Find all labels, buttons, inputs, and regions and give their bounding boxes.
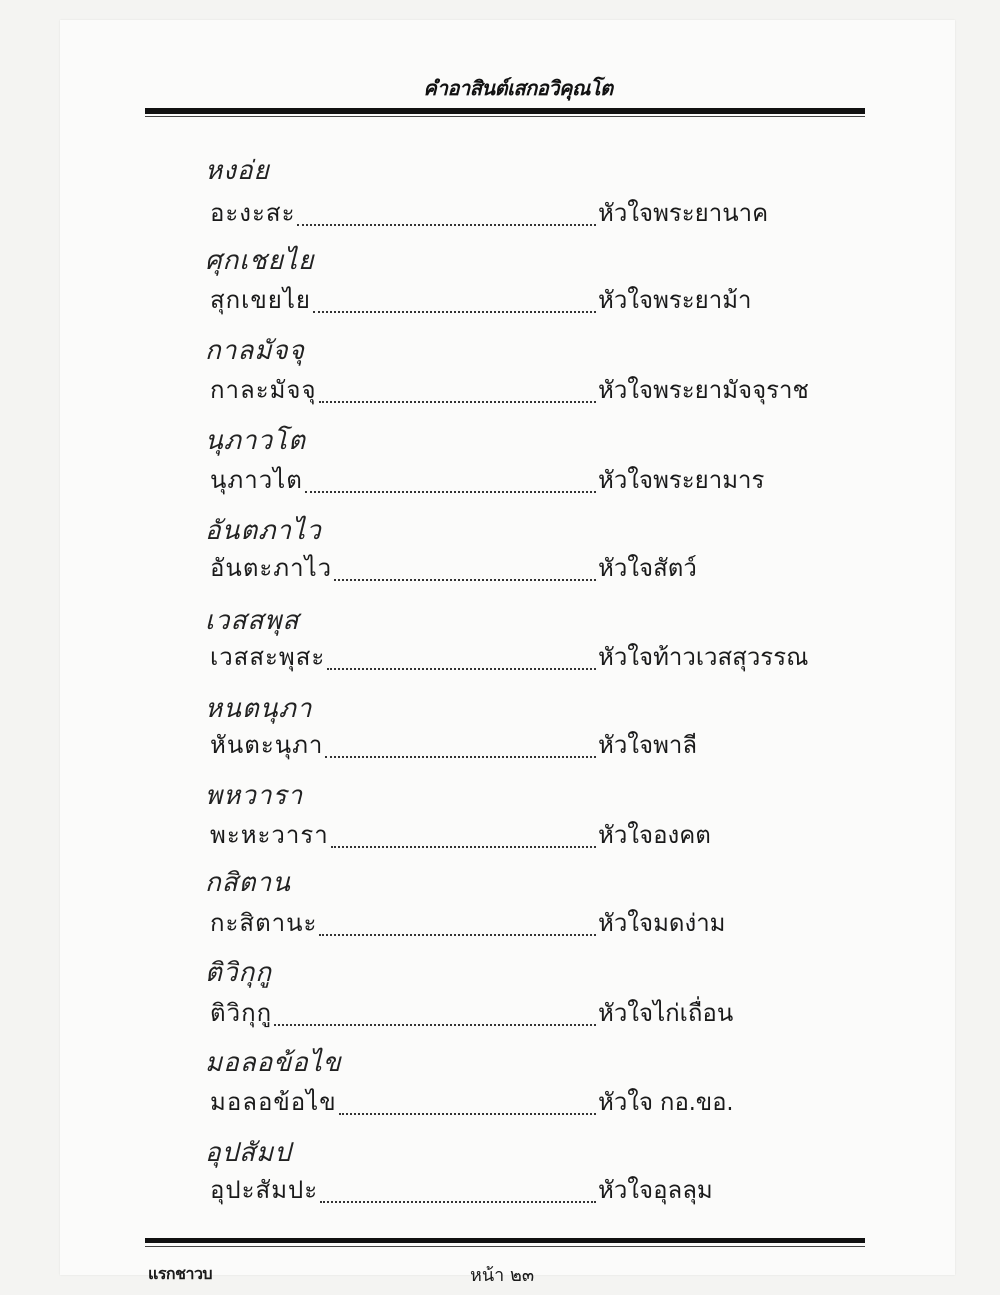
page-number: หน้า ๒๓ [470, 1265, 535, 1286]
entry-meaning: หัวใจท้าวเวสสุวรรณ [598, 643, 809, 671]
entry-word: อันตะภาไว [210, 554, 333, 582]
entry-meaning: หัวใจสัตว์ [598, 554, 697, 582]
entry-row [210, 1175, 810, 1209]
script-incantation: กสิตาน [205, 868, 291, 898]
entry-row [210, 1087, 810, 1121]
entry-word: หันตะนุภา [210, 731, 324, 759]
script-incantation: หนตนุภา [205, 694, 313, 724]
entry-row [210, 998, 810, 1032]
entry-row [210, 285, 810, 319]
entry-row [210, 375, 810, 409]
script-incantation: เวสสพุส [205, 606, 300, 636]
entry-row [210, 730, 810, 764]
footer-rule-thin [145, 1246, 865, 1247]
page-header-title: คำอาสินต์เสกอวิคุณโต [423, 76, 613, 100]
entry-row [210, 553, 810, 587]
script-incantation: อันตภาไว [205, 516, 322, 546]
dotted-leader [325, 756, 596, 758]
entry-meaning: หัวใจพระยาม้า [598, 286, 752, 314]
entry-word: กาละมัจจุ [210, 376, 317, 404]
dotted-leader [319, 401, 596, 403]
script-incantation: กาลมัจจุ [205, 336, 305, 366]
entry-word: อุปะสัมปะ [210, 1176, 319, 1204]
entry-word: ติวิกุกู [210, 999, 273, 1027]
entry-word: พะหะวารา [210, 821, 329, 849]
dotted-leader [331, 846, 596, 848]
entry-meaning: หัวใจ กอ.ขอ. [598, 1088, 734, 1116]
footer-rule [145, 1238, 865, 1243]
entry-word: เวสสะพุสะ [210, 643, 326, 671]
entry-word: อะงะสะ [210, 199, 296, 227]
script-incantation: นุภาวโต [205, 426, 306, 456]
script-incantation: มอลอข้อไข [205, 1048, 342, 1078]
entry-meaning: หัวใจพระยามาร [598, 466, 765, 494]
entry-row [210, 198, 810, 232]
entry-word: มอลอข้อไข [210, 1088, 337, 1116]
script-incantation: ติวิกุกู [205, 958, 272, 988]
dotted-leader [320, 1201, 596, 1203]
header-rule [145, 108, 865, 114]
dotted-leader [339, 1113, 596, 1115]
entry-word: นุภาวไต [210, 466, 303, 494]
entry-meaning: หัวใจอุลลุม [598, 1176, 713, 1204]
entry-word: สุกเขยไย [210, 286, 311, 314]
dotted-leader [334, 579, 596, 581]
entry-row [210, 820, 810, 854]
script-incantation: พหวารา [205, 781, 304, 811]
entry-word: กะสิตานะ [210, 909, 318, 937]
entry-row [210, 465, 810, 499]
entry-meaning: หัวใจไก่เถื่อน [598, 999, 734, 1027]
entry-meaning: หัวใจมดง่าม [598, 909, 726, 937]
dotted-leader [327, 668, 596, 670]
dotted-leader [274, 1024, 596, 1026]
script-incantation: ศุกเชยไย [205, 246, 315, 276]
header-rule-thin [145, 116, 865, 117]
entry-row [210, 642, 810, 676]
entry-meaning: หัวใจองคต [598, 821, 711, 849]
dotted-leader [297, 224, 596, 226]
dotted-leader [313, 311, 596, 313]
script-incantation: อุปสัมป [205, 1138, 292, 1168]
script-incantation: หงอ่ย [205, 156, 270, 186]
entry-meaning: หัวใจพระยามัจจุราช [598, 376, 809, 404]
entry-meaning: หัวใจพาลี [598, 731, 698, 759]
dotted-leader [319, 934, 596, 936]
entry-meaning: หัวใจพระยานาค [598, 199, 769, 227]
footer-publisher: แรกชาวบ [148, 1264, 213, 1283]
dotted-leader [305, 491, 596, 493]
entry-row [210, 908, 810, 942]
